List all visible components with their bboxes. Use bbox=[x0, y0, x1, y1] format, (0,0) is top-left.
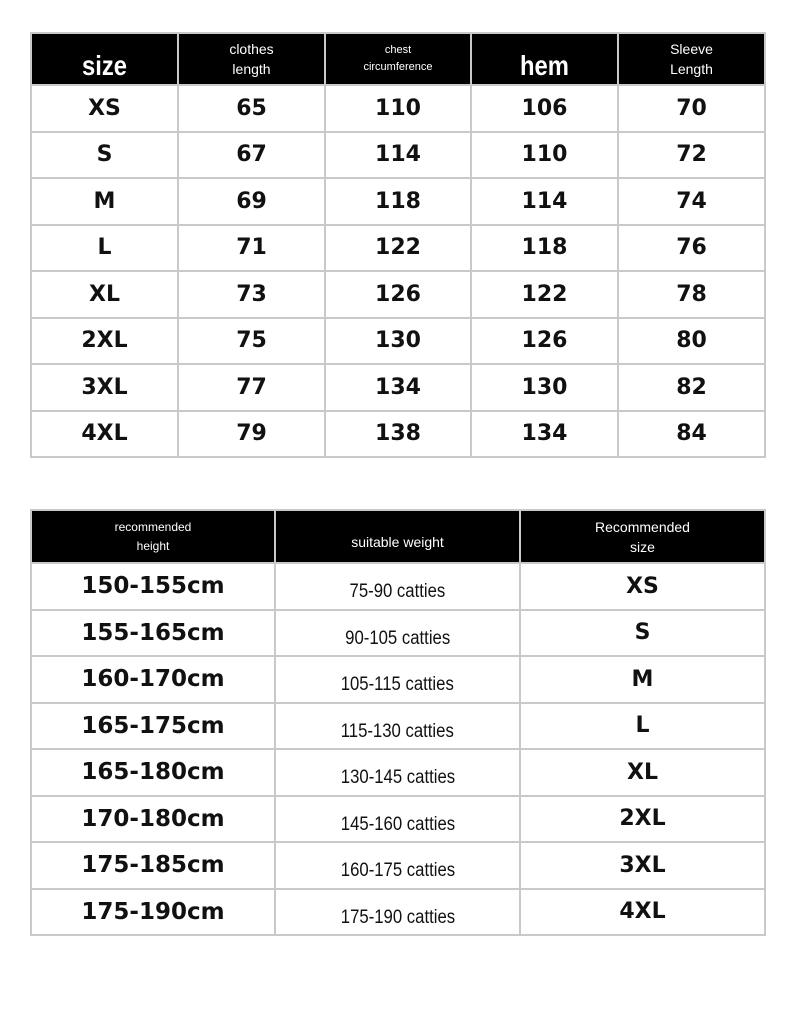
cell-sleeve: 84 bbox=[618, 411, 765, 458]
cell-weight-text: 75-90 catties bbox=[349, 581, 446, 603]
cell-weight-text: 90-105 catties bbox=[344, 627, 451, 649]
table-row bbox=[31, 225, 765, 272]
cell-length: 79 bbox=[178, 411, 325, 458]
cell-height: 175-185cm bbox=[31, 842, 275, 889]
cell-weight bbox=[275, 842, 520, 889]
cell-weight bbox=[275, 610, 520, 657]
cell-weight-text: 145-160 catties bbox=[340, 813, 455, 835]
cell-hem: 134 bbox=[471, 411, 618, 458]
cell-size: 2XL bbox=[31, 318, 178, 365]
cell-hem: 130 bbox=[471, 364, 618, 411]
header-hem-label: hem bbox=[520, 50, 569, 81]
cell-rsize: 2XL bbox=[520, 796, 765, 843]
cell-hem: 110 bbox=[471, 132, 618, 179]
cell-size: L bbox=[31, 225, 178, 272]
cell-size: 4XL bbox=[31, 411, 178, 458]
cell-weight-text: 115-130 catties bbox=[340, 720, 455, 742]
header-rsize-line1: Recommended bbox=[595, 518, 690, 535]
table-header-row bbox=[31, 33, 765, 85]
table-row bbox=[31, 703, 765, 750]
cell-chest: 130 bbox=[325, 318, 471, 365]
table-row bbox=[31, 749, 765, 796]
header-sleeve-line1: Sleeve bbox=[670, 41, 713, 57]
cell-height: 160-170cm bbox=[31, 656, 275, 703]
cell-length: 65 bbox=[178, 85, 325, 132]
cell-hem: 122 bbox=[471, 271, 618, 318]
cell-height: 170-180cm bbox=[31, 796, 275, 843]
table-row bbox=[31, 610, 765, 657]
cell-weight bbox=[275, 796, 520, 843]
cell-chest: 118 bbox=[325, 178, 471, 225]
table-row bbox=[31, 178, 765, 225]
cell-rsize: 4XL bbox=[520, 889, 765, 936]
cell-rsize: 3XL bbox=[520, 842, 765, 889]
table-row bbox=[31, 411, 765, 458]
size-measurement-table bbox=[30, 32, 766, 458]
header-recommended-height bbox=[31, 510, 275, 563]
table-row bbox=[31, 132, 765, 179]
cell-height: 150-155cm bbox=[31, 563, 275, 610]
header-suitable-weight bbox=[275, 510, 520, 563]
header-weight-label: suitable weight bbox=[351, 533, 444, 550]
cell-weight-text: 160-175 catties bbox=[340, 860, 455, 882]
cell-hem: 118 bbox=[471, 225, 618, 272]
cell-sleeve: 74 bbox=[618, 178, 765, 225]
table-row bbox=[31, 318, 765, 365]
cell-size: 3XL bbox=[31, 364, 178, 411]
header-hem bbox=[471, 33, 618, 85]
cell-sleeve: 76 bbox=[618, 225, 765, 272]
cell-weight bbox=[275, 703, 520, 750]
cell-weight-text: 105-115 catties bbox=[340, 674, 455, 696]
table-row bbox=[31, 656, 765, 703]
cell-chest: 134 bbox=[325, 364, 471, 411]
cell-sleeve: 82 bbox=[618, 364, 765, 411]
cell-weight-text: 175-190 catties bbox=[340, 906, 455, 928]
header-size bbox=[31, 33, 178, 85]
cell-rsize: XL bbox=[520, 749, 765, 796]
cell-hem: 126 bbox=[471, 318, 618, 365]
cell-sleeve: 72 bbox=[618, 132, 765, 179]
cell-chest: 122 bbox=[325, 225, 471, 272]
header-recommended-size bbox=[520, 510, 765, 563]
header-height-line1: recommended bbox=[114, 519, 192, 534]
cell-chest: 138 bbox=[325, 411, 471, 458]
cell-hem: 106 bbox=[471, 85, 618, 132]
cell-height: 175-190cm bbox=[31, 889, 275, 936]
cell-size: S bbox=[31, 132, 178, 179]
cell-weight bbox=[275, 656, 520, 703]
cell-rsize: L bbox=[520, 703, 765, 750]
cell-chest: 114 bbox=[325, 132, 471, 179]
cell-rsize: XS bbox=[520, 563, 765, 610]
cell-weight bbox=[275, 889, 520, 936]
cell-length: 67 bbox=[178, 132, 325, 179]
cell-hem: 114 bbox=[471, 178, 618, 225]
cell-chest: 110 bbox=[325, 85, 471, 132]
cell-sleeve: 78 bbox=[618, 271, 765, 318]
cell-height: 165-175cm bbox=[31, 703, 275, 750]
table-row bbox=[31, 889, 765, 936]
table-row bbox=[31, 796, 765, 843]
header-chest-line1: chest bbox=[384, 44, 412, 56]
cell-height: 165-180cm bbox=[31, 749, 275, 796]
cell-weight-text: 130-145 catties bbox=[340, 767, 455, 789]
cell-size: XL bbox=[31, 271, 178, 318]
cell-sleeve: 70 bbox=[618, 85, 765, 132]
cell-length: 73 bbox=[178, 271, 325, 318]
cell-length: 77 bbox=[178, 364, 325, 411]
cell-rsize: S bbox=[520, 610, 765, 657]
cell-weight bbox=[275, 563, 520, 610]
cell-length: 71 bbox=[178, 225, 325, 272]
header-height-line2: height bbox=[136, 538, 170, 553]
table-header-row bbox=[31, 510, 765, 563]
header-sleeve-length bbox=[618, 33, 765, 85]
cell-chest: 126 bbox=[325, 271, 471, 318]
header-length-line2: length bbox=[232, 61, 271, 77]
table-row bbox=[31, 271, 765, 318]
table-row bbox=[31, 842, 765, 889]
cell-rsize: M bbox=[520, 656, 765, 703]
size-recommendation-table bbox=[30, 509, 766, 936]
header-chest-circumference bbox=[325, 33, 471, 85]
header-clothes-length bbox=[178, 33, 325, 85]
header-size-label: size bbox=[82, 50, 127, 81]
cell-length: 75 bbox=[178, 318, 325, 365]
table-row bbox=[31, 364, 765, 411]
cell-size: M bbox=[31, 178, 178, 225]
header-length-line1: clothes bbox=[229, 41, 274, 57]
header-sleeve-line2: Length bbox=[670, 61, 713, 77]
cell-length: 69 bbox=[178, 178, 325, 225]
cell-size: XS bbox=[31, 85, 178, 132]
header-chest-line2: circumference bbox=[363, 61, 433, 73]
table-row bbox=[31, 563, 765, 610]
cell-weight bbox=[275, 749, 520, 796]
header-rsize-line2: size bbox=[630, 538, 655, 555]
cell-height: 155-165cm bbox=[31, 610, 275, 657]
table-row bbox=[31, 85, 765, 132]
cell-sleeve: 80 bbox=[618, 318, 765, 365]
